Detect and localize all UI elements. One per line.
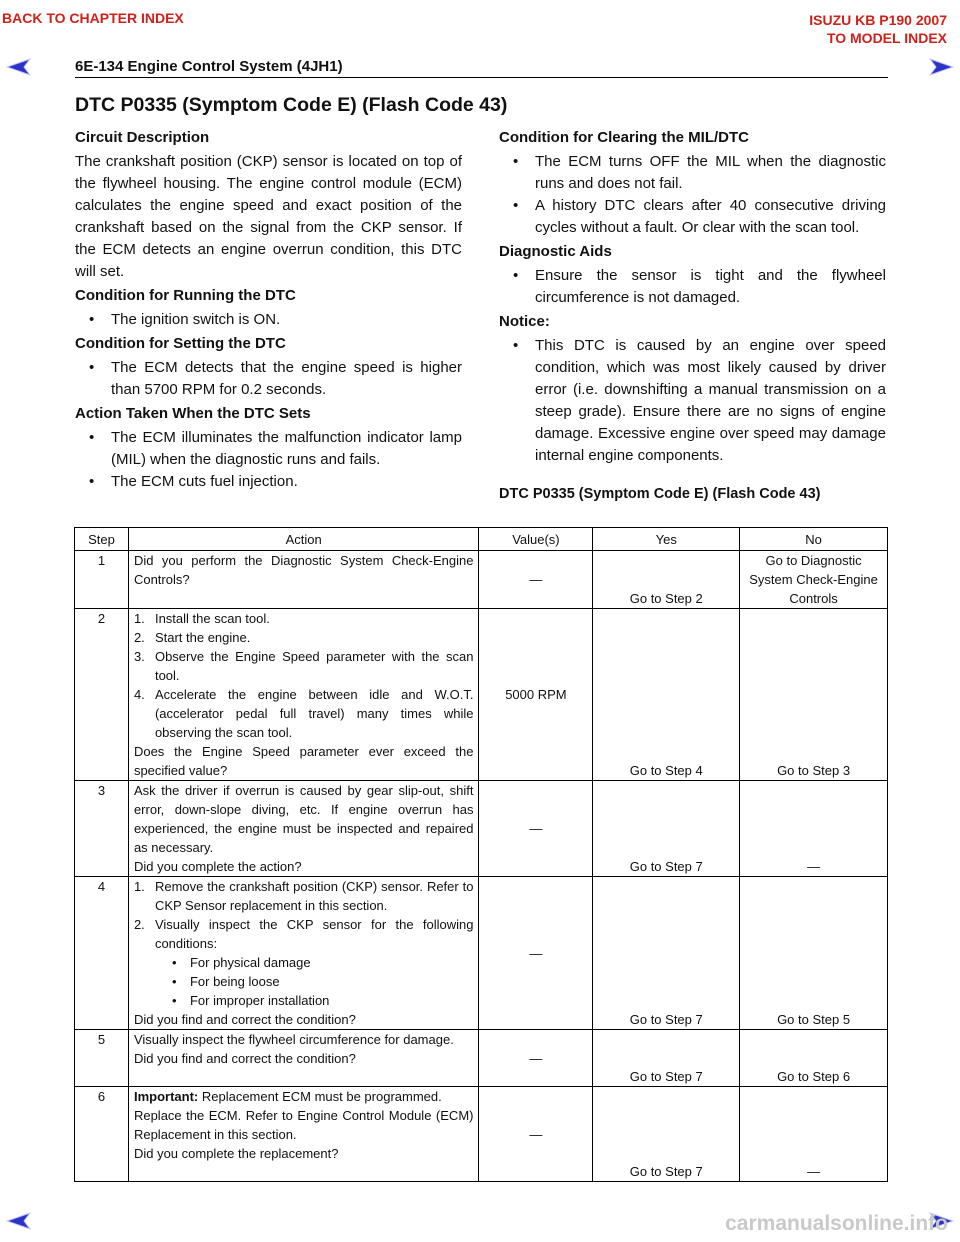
running-heading: Condition for Running the DTC bbox=[75, 287, 296, 304]
step-list bbox=[134, 877, 474, 1010]
list-number: 1. bbox=[133, 611, 145, 626]
list-item bbox=[134, 877, 474, 915]
step-question: Did you complete the action? bbox=[133, 859, 302, 874]
list-item: • A history DTC clears after 40 consecutive driving cycles without a fault. Or clear with the scan tool. bbox=[499, 195, 886, 239]
action-list bbox=[75, 427, 462, 493]
clearing-list bbox=[499, 151, 886, 239]
step-list bbox=[134, 609, 474, 742]
list-number: 2. bbox=[133, 630, 145, 645]
model-index-link[interactable] bbox=[809, 11, 947, 47]
table-row bbox=[75, 877, 888, 1030]
circuit-heading: Circuit Description bbox=[75, 129, 210, 146]
step-no: Go to Step 5 bbox=[740, 877, 888, 1030]
list-item: • For being loose bbox=[134, 972, 474, 991]
step-value: 5000 RPM bbox=[479, 609, 593, 781]
setting-heading: Condition for Setting the DTC bbox=[75, 335, 286, 352]
step-question: Did you complete the replacement? bbox=[133, 1146, 339, 1161]
step-number: 3 bbox=[75, 781, 129, 877]
list-item bbox=[134, 915, 474, 1010]
step-text: Visually inspect the flywheel circumference for damage. bbox=[133, 1032, 454, 1047]
table-caption: DTC P0335 (Symptom Code E) (Flash Code 43) bbox=[499, 486, 821, 502]
step-yes: Go to Step 7 bbox=[593, 1030, 740, 1087]
setting-list bbox=[75, 357, 462, 401]
back-to-chapter-index-link[interactable]: BACK TO CHAPTER INDEX bbox=[2, 10, 184, 26]
list-item bbox=[134, 609, 474, 628]
step-number: 6 bbox=[75, 1087, 129, 1182]
table-row bbox=[75, 1087, 888, 1182]
step-value: — bbox=[479, 551, 593, 609]
header-rule bbox=[75, 77, 888, 78]
step-no: — bbox=[740, 781, 888, 877]
header-action: Action bbox=[128, 528, 479, 551]
list-item: • The ignition switch is ON. bbox=[75, 309, 462, 331]
header-values: Value(s) bbox=[479, 528, 593, 551]
list-text: Accelerate the engine between idle and W.O.T. (accelerator pedal full travel) many times while observing the scan tool. bbox=[154, 687, 474, 740]
step-action bbox=[128, 1030, 479, 1087]
model-line-2: TO MODEL INDEX bbox=[826, 30, 947, 46]
step-no: Go to Diagnostic System Check-Engine Controls bbox=[740, 551, 888, 609]
left-column bbox=[75, 127, 462, 495]
table-row bbox=[75, 609, 888, 781]
list-item: • The ECM cuts fuel injection. bbox=[75, 471, 462, 493]
list-text: Install the scan tool. bbox=[154, 611, 270, 626]
step-value: — bbox=[479, 1087, 593, 1182]
list-number: 2. bbox=[133, 917, 145, 932]
step-number: 1 bbox=[75, 551, 129, 609]
table-row bbox=[75, 551, 888, 609]
table-row bbox=[75, 781, 888, 877]
step-yes: Go to Step 7 bbox=[593, 877, 740, 1030]
important-note bbox=[134, 1087, 474, 1106]
step-number: 2 bbox=[75, 609, 129, 781]
previous-page-bottom-arrow-icon[interactable] bbox=[6, 1212, 38, 1230]
table-header-row bbox=[75, 528, 888, 551]
header-no: No bbox=[740, 528, 888, 551]
step-no: Go to Step 3 bbox=[740, 609, 888, 781]
step-value: — bbox=[479, 1030, 593, 1087]
list-text: Remove the crankshaft position (CKP) sensor. Refer to CKP Sensor replacement in this section. bbox=[154, 879, 474, 913]
next-page-arrow-icon[interactable] bbox=[922, 58, 954, 76]
clearing-heading: Condition for Clearing the MIL/DTC bbox=[499, 129, 749, 146]
step-no: Go to Step 6 bbox=[740, 1030, 888, 1087]
list-item: • The ECM illuminates the malfunction indicator lamp (MIL) when the diagnostic runs and fails. bbox=[75, 427, 462, 471]
step-question: Does the Engine Speed parameter ever exceed the specified value? bbox=[133, 744, 474, 778]
step-yes: Go to Step 2 bbox=[593, 551, 740, 609]
running-header: 6E-134 Engine Control System (4JH1) bbox=[75, 58, 343, 75]
important-text: Replacement ECM must be programmed. bbox=[201, 1089, 442, 1104]
step-question: Did you find and correct the condition? bbox=[133, 1012, 356, 1027]
list-item: • Ensure the sensor is tight and the flywheel circumference is not damaged. bbox=[499, 265, 886, 309]
step-action bbox=[128, 1087, 479, 1182]
step-text: Replace the ECM. Refer to Engine Control Module (ECM) Replacement in this section. bbox=[133, 1108, 474, 1142]
step-value: — bbox=[479, 877, 593, 1030]
list-number: 1. bbox=[133, 879, 145, 894]
list-item: • The ECM turns OFF the MIL when the diagnostic runs and does not fail. bbox=[499, 151, 886, 195]
list-text: Observe the Engine Speed parameter with the scan tool. bbox=[154, 649, 474, 683]
list-number: 3. bbox=[133, 649, 145, 664]
step-no: — bbox=[740, 1087, 888, 1182]
list-text: Start the engine. bbox=[154, 630, 251, 645]
page-title: DTC P0335 (Symptom Code E) (Flash Code 43) bbox=[75, 94, 508, 116]
previous-page-arrow-icon[interactable] bbox=[6, 58, 38, 76]
step-question: Did you find and correct the condition? bbox=[133, 1051, 356, 1066]
step-action bbox=[128, 781, 479, 877]
step-yes: Go to Step 7 bbox=[593, 781, 740, 877]
list-item: • This DTC is caused by an engine over speed condition, which was most likely caused by driver error (i.e. downshifting a manual transmission on a steep grade). Ensure there are no signs of engine damage. Excessive engine over speed may damage internal engine components. bbox=[499, 335, 886, 467]
list-item: • For physical damage bbox=[134, 953, 474, 972]
step-number: 5 bbox=[75, 1030, 129, 1087]
list-item: • The ECM detects that the engine speed is higher than 5700 RPM for 0.2 seconds. bbox=[75, 357, 462, 401]
list-item bbox=[134, 647, 474, 685]
model-line-1: ISUZU KB P190 2007 bbox=[809, 12, 947, 28]
step-value: — bbox=[479, 781, 593, 877]
list-text: Visually inspect the CKP sensor for the following conditions: bbox=[154, 917, 474, 951]
header-step: Step bbox=[75, 528, 129, 551]
notice-heading: Notice: bbox=[499, 313, 550, 330]
table-row bbox=[75, 1030, 888, 1087]
header-yes: Yes bbox=[593, 528, 740, 551]
step-text: Ask the driver if overrun is caused by gear slip-out, shift error, down-slope diving, etc. If engine overrun has experienced, the engine must be inspected and repaired as necessary. bbox=[133, 783, 474, 855]
step-action bbox=[128, 877, 479, 1030]
aids-heading: Diagnostic Aids bbox=[499, 243, 612, 260]
list-item bbox=[134, 685, 474, 742]
list-item: • For improper installation bbox=[134, 991, 474, 1010]
notice-list bbox=[499, 335, 886, 467]
step-action: Did you perform the Diagnostic System Check-Engine Controls? bbox=[128, 551, 479, 609]
circuit-text: The crankshaft position (CKP) sensor is located on top of the flywheel housing. The engine control module (ECM) calculates the engine speed and exact position of the crankshaft based on the signal from the CKP sensor. If the ECM detects an engine overrun condition, this DTC will set. bbox=[75, 153, 462, 280]
action-heading: Action Taken When the DTC Sets bbox=[75, 405, 311, 422]
aids-list bbox=[499, 265, 886, 309]
important-label: Important: bbox=[133, 1089, 199, 1104]
watermark: carmanualsonline.info bbox=[725, 1212, 948, 1235]
running-list bbox=[75, 309, 462, 331]
list-item bbox=[134, 628, 474, 647]
list-number: 4. bbox=[133, 687, 145, 702]
step-number: 4 bbox=[75, 877, 129, 1030]
right-column bbox=[499, 127, 886, 469]
step-action bbox=[128, 609, 479, 781]
condition-list bbox=[134, 953, 474, 1010]
step-yes: Go to Step 7 bbox=[593, 1087, 740, 1182]
diagnostic-table bbox=[74, 527, 888, 1182]
step-yes: Go to Step 4 bbox=[593, 609, 740, 781]
